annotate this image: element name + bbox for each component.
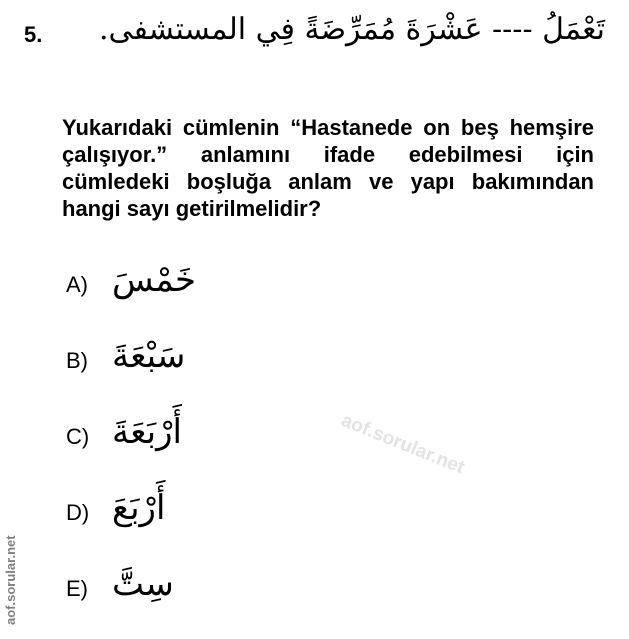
option-arabic-text: سَبْعَةَ: [112, 336, 186, 376]
option-arabic-text: أَرْبَعَ: [112, 488, 166, 528]
option-letter: B): [66, 348, 88, 373]
option-arabic-text: خَمْسَ: [112, 260, 197, 300]
option-arabic-text: سِتَّ: [112, 564, 174, 604]
question-number: 5.: [24, 22, 43, 47]
option-e[interactable]: [66, 556, 426, 632]
option-letter: E): [66, 576, 88, 601]
option-b[interactable]: [66, 328, 426, 404]
option-d[interactable]: [66, 480, 426, 556]
watermark-side: aof.sorular.net: [3, 535, 18, 625]
option-letter: D): [66, 500, 90, 525]
arabic-sentence: تَعْمَلُ ---- عَشْرَةَ مُمَرِّضَةً فِي المستشفى.: [98, 12, 605, 47]
question-text: Yukarıdaki cümlenin “Hastanede on beş hemşire çalışıyor.” anlamını ifade edebilmesi için cümledeki boşluğa anlam ve yapı bakımından hangi sayı getirilmelidir?: [62, 115, 594, 221]
option-letter: A): [66, 272, 88, 297]
watermark-center: aof.sorular.net: [338, 410, 468, 479]
option-letter: C): [66, 424, 90, 449]
option-a[interactable]: [66, 252, 426, 328]
option-arabic-text: أَرْبَعَةَ: [112, 412, 182, 452]
